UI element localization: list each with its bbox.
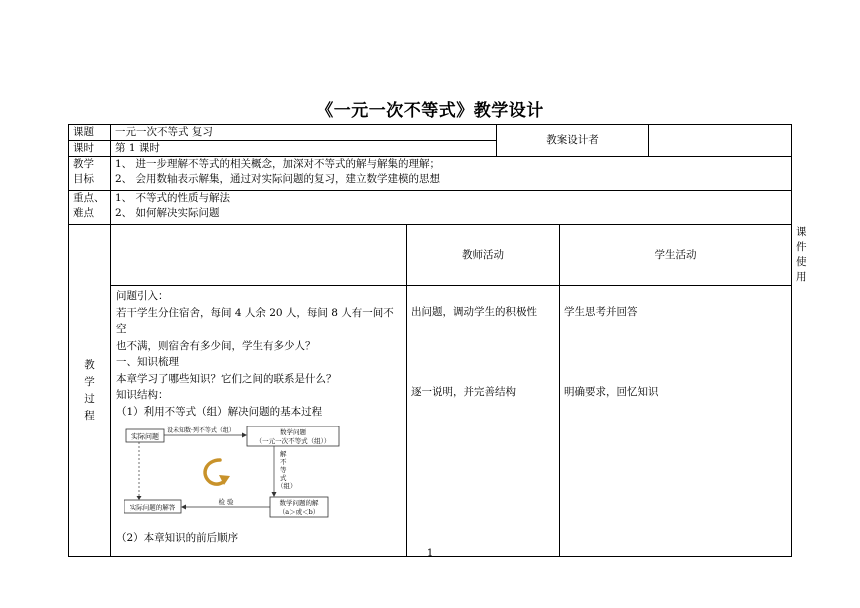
teacher-activity-header: 教师活动	[407, 225, 560, 286]
intro-question-line1: 若干学生分住宿舍，每间 4 人余 20 人，每间 8 人有一间不空	[116, 306, 394, 335]
structure-item-1: （1）利用不等式（组）解决问题的基本过程	[116, 405, 323, 418]
page-number: 1	[426, 548, 434, 559]
key-points-row	[69, 191, 792, 225]
dashed-connector-head	[137, 496, 142, 500]
arrow-top-head	[242, 433, 247, 438]
key-points-label	[69, 191, 111, 225]
goals-row	[69, 157, 792, 191]
lesson-plan-table	[68, 124, 807, 557]
teacher-activity-2: 逐一说明，并完善结构	[411, 386, 516, 398]
process-label-char: 程	[84, 409, 95, 422]
solve-char: 解	[280, 450, 287, 458]
student-activity-2: 明确要求，回忆知识	[564, 386, 659, 398]
goals-content	[111, 157, 792, 191]
process-label-char: 过	[84, 392, 95, 405]
student-activity-cell	[560, 286, 792, 557]
arrow-bottom-head	[181, 505, 186, 510]
structure-item-2: （2）本章知识的前后顺序	[116, 532, 239, 544]
goals-label-line1: 教学	[73, 158, 94, 170]
process-label-char: 教	[84, 358, 95, 371]
solve-arrow-head	[272, 492, 277, 497]
math-solution-line2: （a＞或＜b）	[278, 508, 320, 516]
math-solution-line1: 数学问题的解	[279, 499, 319, 507]
key-point-item: 2、 如何解决实际问题	[115, 207, 220, 219]
process-label	[69, 225, 111, 557]
intro-question-line2: 也不满，则宿舍有多少间，学生有多少人？	[116, 339, 316, 352]
math-problem-line2: （一元一次不等式（组））	[255, 437, 331, 445]
period-value: 第 1 课时	[111, 141, 497, 157]
process-header-row: 教 学 过 程 教师活动 学生活动 课件使用	[69, 225, 792, 286]
student-activity-header: 学生活动	[560, 225, 792, 286]
arrow-bottom-label: 检 验	[218, 498, 234, 506]
solve-char: 式	[280, 474, 287, 482]
structure-label: 知识结构：	[116, 389, 169, 401]
process-content-row	[69, 286, 792, 557]
intro-title: 问题引入：	[116, 290, 169, 302]
key-points-label-line2: 难点	[73, 207, 94, 219]
real-problem-text: 实际问题	[131, 432, 159, 441]
key-point-item: 1、 不等式的性质与解法	[115, 192, 231, 204]
period-label: 课时	[69, 141, 111, 157]
solve-char: 等	[280, 466, 287, 474]
document-title: 《一元一次不等式》教学设计	[316, 101, 544, 121]
arrow-top-label: 设未知数·列不等式（组）	[167, 427, 235, 434]
process-flow-diagram	[124, 426, 349, 526]
goal-item: 1、 进一步理解不等式的相关概念，加深对不等式的解与解集的理解；	[115, 158, 441, 170]
content-cell	[111, 286, 407, 557]
process-label-char: 学	[84, 375, 95, 388]
topic-label: 课题	[69, 125, 111, 141]
key-points-label-line1: 重点、	[73, 192, 105, 204]
solve-char: 不	[280, 458, 287, 466]
goals-label-line2: 目标	[73, 173, 94, 185]
goals-label	[69, 157, 111, 191]
real-solution-text: 实际问题的解答	[129, 503, 176, 512]
teacher-activity-1: 出问题，调动学生的积极性	[411, 306, 537, 318]
student-activity-1: 学生思考并回答	[564, 306, 638, 318]
math-problem-line1: 数学问题	[280, 428, 306, 436]
topic-row	[69, 125, 792, 141]
key-points-content	[111, 191, 792, 225]
designer-value	[649, 125, 792, 157]
solve-char: （组）	[277, 482, 297, 490]
teacher-activity-cell	[407, 286, 560, 557]
designer-label: 教案设计者	[497, 125, 649, 157]
topic-value: 一元一次不等式 复习	[111, 125, 497, 141]
goal-item: 2、 会用数轴表示解集，通过对实际问题的复习，建立数学建模的思想	[115, 173, 441, 185]
content-header	[111, 225, 407, 286]
section-title: 一、知识梳理	[116, 356, 179, 368]
review-question: 本章学习了哪些知识？它们之间的联系是什么？	[116, 372, 337, 385]
